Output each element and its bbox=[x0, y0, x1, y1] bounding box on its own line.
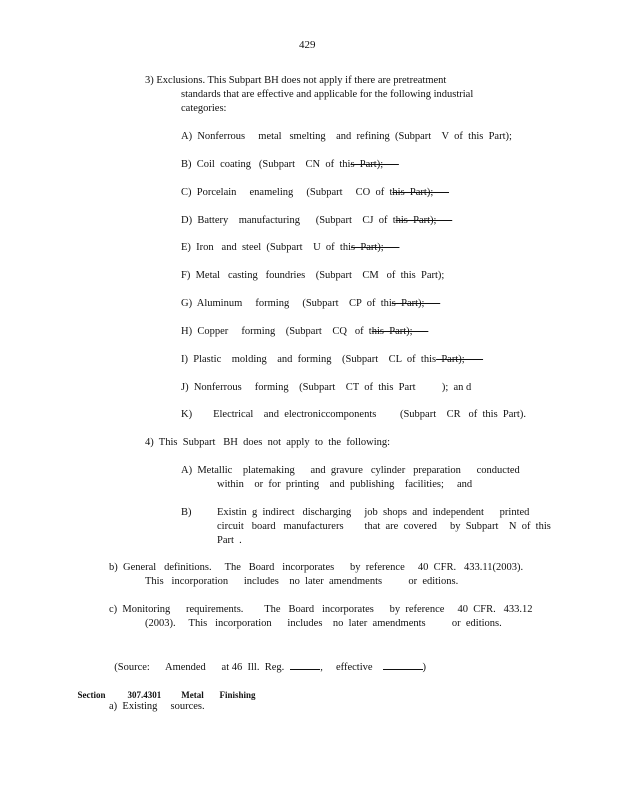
section-title: Metal Finishing bbox=[181, 690, 256, 700]
not-apply-item-a: A) Metallic platemaking and gravure cylinder preparation conducted bbox=[181, 465, 520, 476]
exclusion-item: H) Copper forming (Subpart CQ of this Part); bbox=[181, 326, 429, 337]
struck-text: s Part); bbox=[391, 298, 441, 309]
exclusion-item: B) Coil coating (Subpart CN of this Part); bbox=[181, 159, 399, 170]
exclusion-item: D) Battery manufacturing (Subpart CJ of this Part); bbox=[181, 215, 453, 226]
struck-text: s Part); bbox=[350, 159, 399, 170]
monitoring-requirements-cont: (2003). This incorporation includes no later amendments or editions. bbox=[145, 618, 502, 629]
page-number: 429 bbox=[299, 39, 316, 51]
struck-text: s Part); bbox=[351, 242, 400, 253]
not-apply-item-b-label: B) bbox=[181, 507, 192, 518]
exclusions-lead: 3) Exclusions. This Subpart BH does not apply if there are pretreatment bbox=[145, 75, 447, 86]
exclusion-item: A) Nonferrous metal smelting and refining (Subpart V of this Part); bbox=[181, 131, 512, 142]
exclusion-item: I) Plastic molding and forming (Subpart CL of this Part); bbox=[181, 354, 484, 365]
not-apply-item-b: Existin g indirect discharging job shops and independent printed bbox=[217, 507, 530, 518]
exclusion-item: K) Electrical and electroniccomponents (Subpart CR of this Part). bbox=[181, 409, 526, 420]
section-number: 307.4301 bbox=[127, 690, 162, 700]
struck-text: his Part); bbox=[392, 187, 450, 198]
exclusions-cont: categories: bbox=[181, 103, 227, 114]
exclusions-cont: standards that are effective and applicable for the following industrial bbox=[181, 89, 474, 100]
exclusion-item: J) Nonferrous forming (Subpart CT of this Part ); an d bbox=[181, 382, 472, 393]
existing-sources: a) Existing sources. bbox=[109, 701, 205, 712]
monitoring-requirements: c) Monitoring requirements. The Board incorporates by reference 40 CFR. 433.12 bbox=[109, 604, 533, 615]
exclusion-item: F) Metal casting foundries (Subpart CM of this Part); bbox=[181, 270, 445, 281]
blank-line bbox=[290, 659, 320, 670]
exclusion-item: G) Aluminum forming (Subpart CP of this Part); bbox=[181, 298, 441, 309]
struck-text: his Part); bbox=[371, 326, 429, 337]
exclusion-item: C) Porcelain enameling (Subpart CO of this Part); bbox=[181, 187, 450, 198]
blank-line bbox=[383, 659, 423, 670]
exclusion-item: E) Iron and steel (Subpart U of this Part); bbox=[181, 242, 400, 253]
general-definitions: b) General definitions. The Board incorporates by reference 40 CFR. 433.11(2003). bbox=[109, 562, 524, 573]
general-definitions-cont: This incorporation includes no later amendments or editions. bbox=[145, 576, 459, 587]
not-apply-item-b-cont: circuit board manufacturers that are covered by Subpart N of this bbox=[217, 521, 551, 532]
section-heading bbox=[73, 674, 256, 702]
section-label: Section bbox=[77, 690, 106, 700]
not-apply-item-a-cont: within or for printing and publishing facilities; and bbox=[217, 479, 473, 490]
struck-text: his Part); bbox=[395, 215, 453, 226]
source-note: (Source: Amended at 46 Ill. Reg. , effective ) bbox=[109, 645, 426, 675]
not-apply-lead: 4) This Subpart BH does not apply to the following: bbox=[145, 437, 391, 448]
struck-text: Part); bbox=[436, 354, 484, 365]
not-apply-item-b-cont: Part . bbox=[217, 535, 242, 546]
